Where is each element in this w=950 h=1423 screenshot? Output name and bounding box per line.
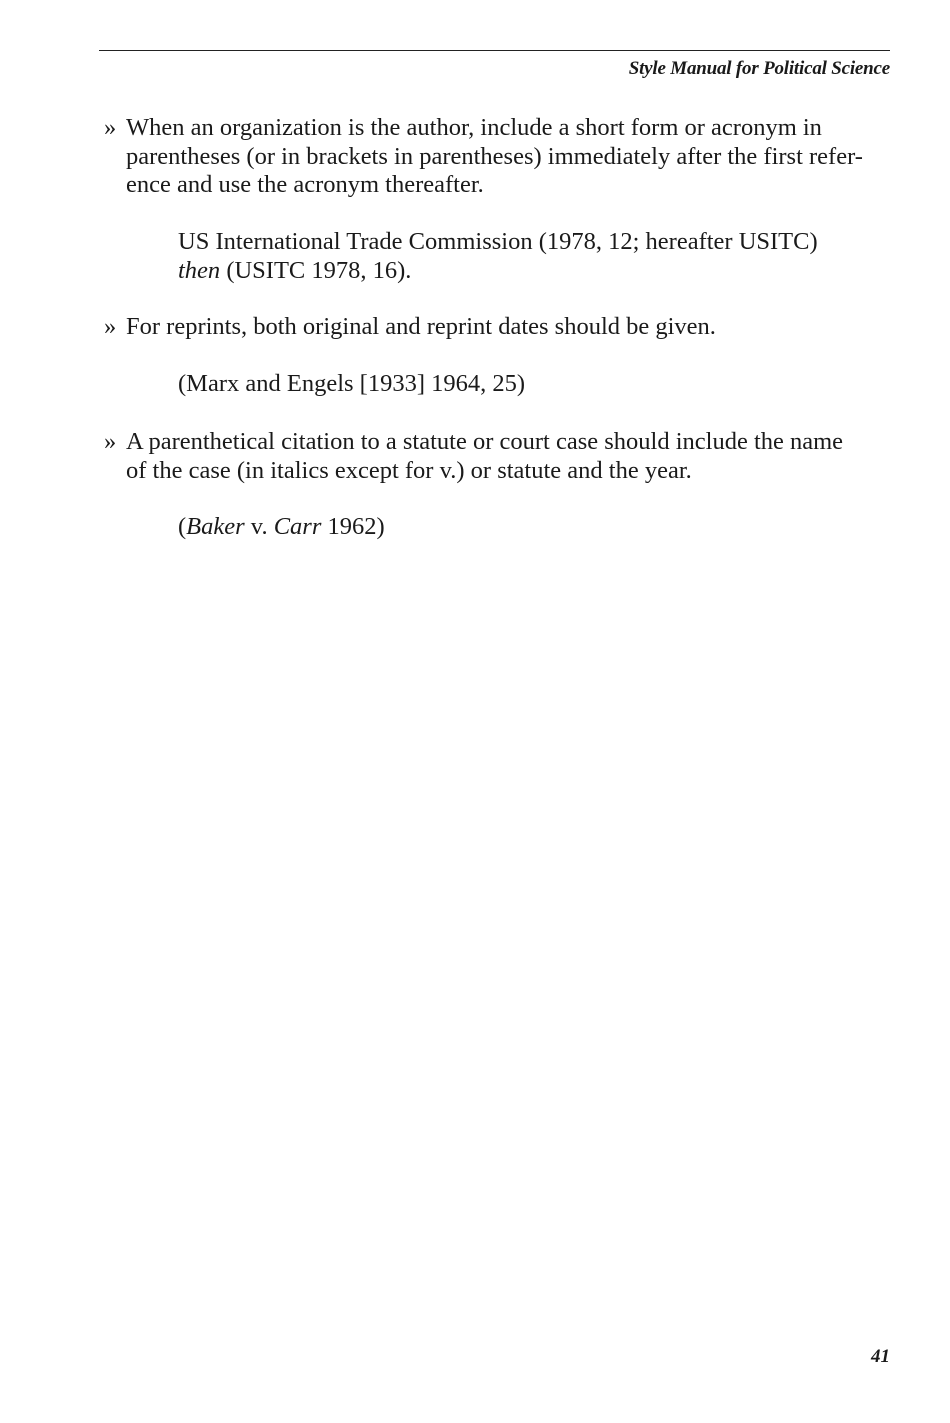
bullet-text-line: For reprints, both original and reprint dates should be given. [126,313,716,340]
bullet-item-organization-author [104,114,894,200]
bullet-text [104,313,894,342]
example-baker-carr [178,513,385,542]
bullet-marker: » [104,428,117,455]
bullet-item-statute-case [104,428,894,485]
bullet-item-reprints [104,313,894,342]
page-number: 41 [871,1346,890,1367]
case-year: 1962) [321,513,385,540]
paren-open: ( [178,513,187,540]
example-text: (USITC 1978, 16). [220,256,412,284]
bullet-marker: » [104,313,117,340]
case-name-baker: Baker [186,513,245,540]
example-line [178,257,818,286]
bullet-text-line: When an organization is the author, include a short form or acronym in [126,114,822,141]
versus: v. [244,513,274,540]
bullet-text-line: ence and use the acronym thereafter. [126,171,484,198]
example-line [178,513,385,542]
bullet-text-line: parentheses (or in brackets in parentheses) immediately after the first refer- [126,142,863,170]
example-marx-engels [178,370,525,399]
example-usitc [178,228,818,285]
example-italic-then: then [178,256,221,284]
running-head: Style Manual for Political Science [628,58,890,79]
header-rule [99,50,890,51]
bullet-text [104,428,894,485]
bullet-text [104,114,894,200]
bullet-text-line: A parenthetical citation to a statute or court case should include the name [126,428,844,455]
bullet-text-line: of the case (in italics except for v.) or statute and the year. [126,456,692,484]
example-line: (Marx and Engels [1933] 1964, 25) [178,370,526,397]
bullet-marker: » [104,114,117,141]
case-name-carr: Carr [273,513,322,540]
example-line: US International Trade Commission (1978, 12; hereafter USITC) [178,228,818,255]
